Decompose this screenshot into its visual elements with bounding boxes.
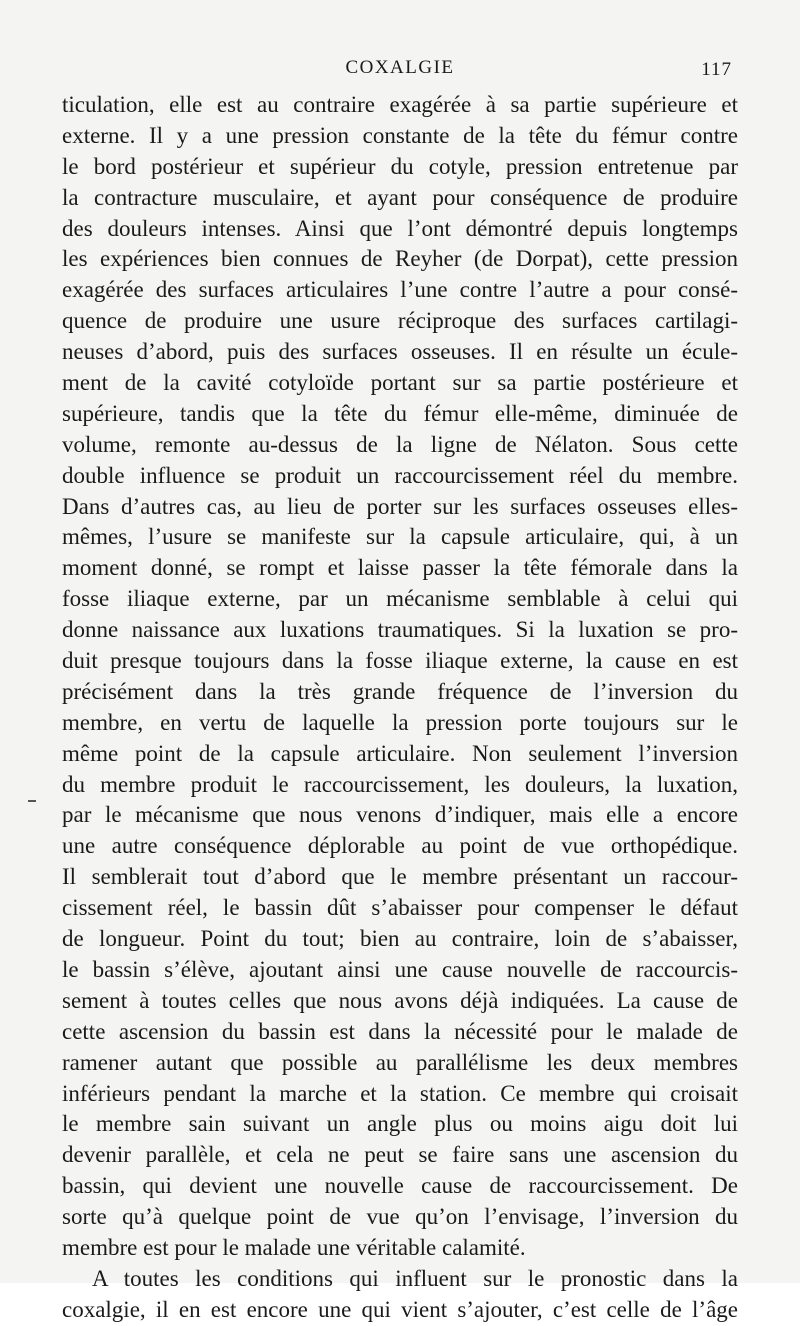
text-line: du membre produit le raccourcissement, les douleurs, la luxation, — [62, 771, 738, 797]
text-line: cissement réel, le bassin dût s’abaisser pour compenser le défaut — [62, 895, 738, 921]
text-line: Il semblerait tout d’abord que le membre présentant un raccour- — [62, 864, 738, 890]
text-line: moment donné, se rompt et laisse passer la tête fémorale dans la — [62, 555, 738, 581]
text-line: neuses d’abord, puis des surfaces osseuses. Il en résulte un écule- — [62, 339, 738, 365]
text-line: sement à toutes celles que nous avons déjà indiquées. La cause de — [62, 987, 738, 1013]
text-line: cette ascension du bassin est dans la nécessité pour le malade de — [62, 1018, 738, 1044]
text-line: le bord postérieur et supérieur du cotyle, pression entretenue par — [62, 153, 738, 179]
text-line: Dans d’autres cas, au lieu de porter sur les surfaces osseuses elles- — [62, 493, 738, 519]
page-number: 117 — [701, 59, 732, 80]
text-line: mêmes, l’usure se manifeste sur la capsule articulaire, qui, à un — [62, 524, 738, 550]
text-line: ramener autant que possible au parallélisme les deux membres — [62, 1049, 738, 1075]
text-line: double influence se produit un raccourcissement réel du membre. — [62, 462, 738, 488]
text-line: de longueur. Point du tout; bien au contraire, loin de s’abaisser, — [62, 926, 738, 952]
text-line: fosse iliaque externe, par un mécanisme semblable à celui qui — [62, 586, 738, 612]
text-line: des douleurs intenses. Ainsi que l’ont démontré depuis longtemps — [62, 215, 738, 241]
text-line: A toutes les conditions qui influent sur le pronostic dans la — [92, 1265, 738, 1291]
text-line: duit presque toujours dans la fosse iliaque externe, la cause en est — [62, 648, 738, 674]
text-line: volume, remonte au-dessus de la ligne de Nélaton. Sous cette — [62, 431, 738, 457]
text-line: le bassin s’élève, ajoutant ainsi une cause nouvelle de raccourcis- — [62, 956, 738, 982]
text-line: membre est pour le malade une véritable calamité. — [62, 1234, 526, 1260]
text-line: donne naissance aux luxations traumatiques. Si la luxation se pro- — [62, 617, 738, 643]
text-line: devenir parallèle, et cela ne peut se faire sans une ascension du — [62, 1142, 738, 1168]
text-line: sorte qu’à quelque point de vue qu’on l’envisage, l’inversion du — [62, 1204, 738, 1230]
text-line: supérieure, tandis que la tête du fémur elle-même, diminuée de — [62, 400, 738, 426]
running-head — [60, 57, 740, 85]
running-title: COXALGIE — [345, 57, 455, 78]
text-line: exagérée des surfaces articulaires l’une contre l’autre a pour consé- — [62, 277, 738, 303]
text-line: bassin, qui devient une nouvelle cause de raccourcissement. De — [62, 1173, 738, 1199]
text-line: ment de la cavité cotyloïde portant sur sa partie postérieure et — [62, 370, 738, 396]
text-line: précisément dans la très grande fréquence de l’inversion du — [62, 678, 738, 704]
text-line: par le mécanisme que nous venons d’indiquer, mais elle a encore — [62, 802, 738, 828]
text-line: une autre conséquence déplorable au point de vue orthopédique. — [62, 833, 738, 859]
margin-mark — [28, 800, 36, 802]
text-line: inférieurs pendant la marche et la station. Ce membre qui croisait — [62, 1080, 738, 1106]
text-line: le membre sain suivant un angle plus ou moins aigu doit lui — [62, 1111, 738, 1137]
text-line: coxalgie, il en est encore une qui vient s’ajouter, c’est celle de l’âge — [62, 1296, 738, 1322]
text-line: membre, en vertu de laquelle la pression porte toujours sur le — [62, 709, 738, 735]
text-line: les expériences bien connues de Reyher (de Dorpat), cette pression — [62, 246, 738, 272]
body-text — [62, 90, 738, 1326]
text-line: la contracture musculaire, et ayant pour conséquence de produire — [62, 184, 738, 210]
text-line: ticulation, elle est au contraire exagérée à sa partie supérieure et — [62, 92, 738, 117]
text-line: quence de produire une usure réciproque des surfaces cartilagi- — [62, 308, 738, 334]
text-line: externe. Il y a une pression constante de la tête du fémur contre — [62, 122, 738, 148]
text-line: même point de la capsule articulaire. Non seulement l’inversion — [62, 740, 738, 766]
